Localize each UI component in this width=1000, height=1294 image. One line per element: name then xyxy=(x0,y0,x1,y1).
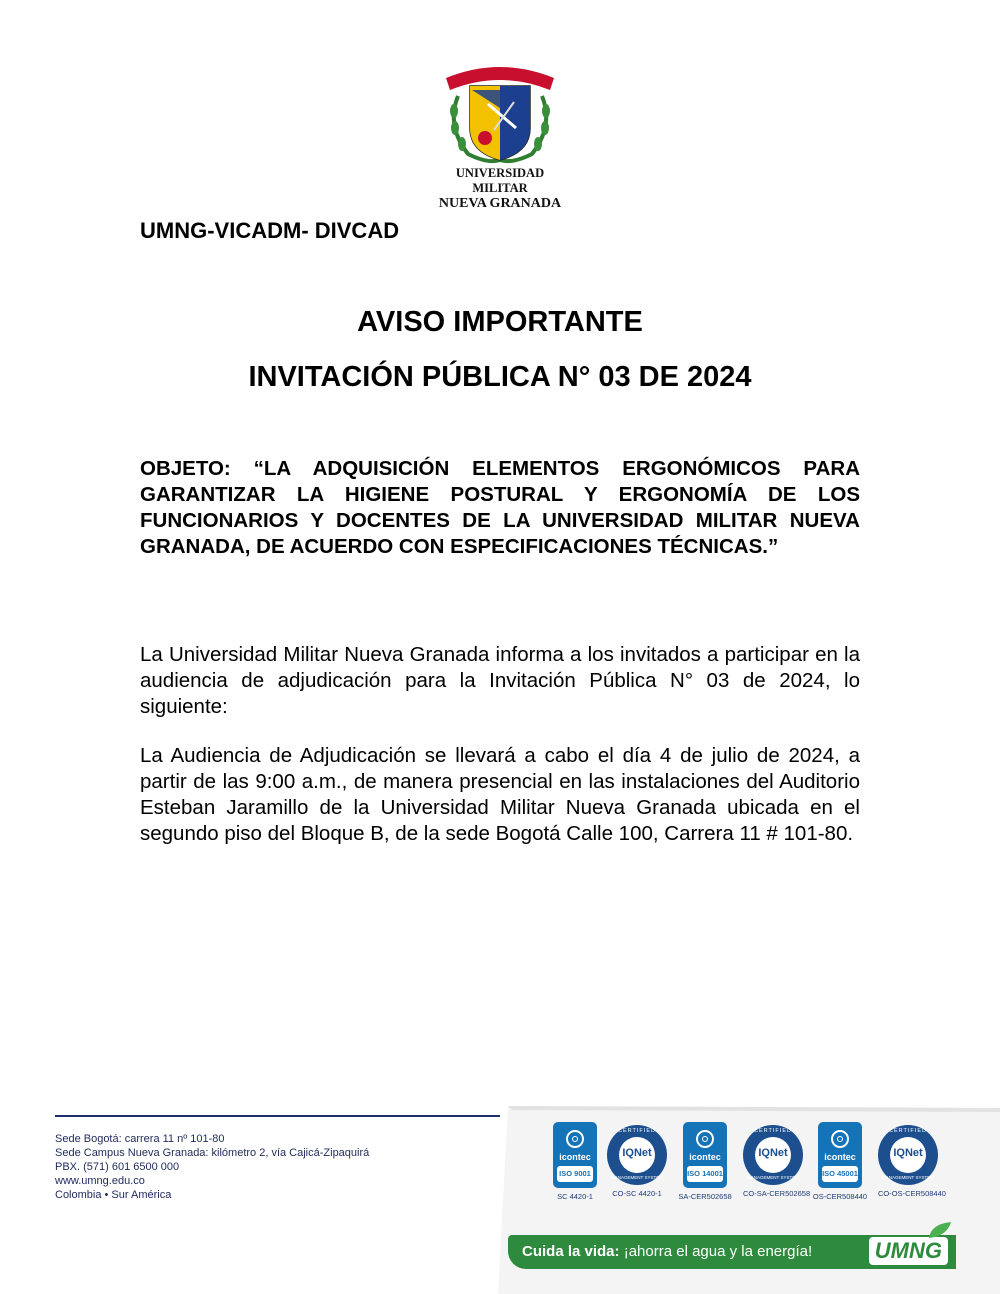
university-name xyxy=(430,166,570,211)
objeto-paragraph: OBJETO: “LA ADQUISICIÓN ELEMENTOS ERGONÓMICOS PARA GARANTIZAR LA HIGIENE POSTURAL Y ERGONOMÍA DE LOS FUNCIONARIOS Y DOCENTES DE LA UNIVERSIDAD MILITAR NUEVA GRANADA, DE ACUERDO CON ESPECIFICACIONES TÉCNICAS.” xyxy=(140,457,860,558)
cert-badge-iqnet-2 xyxy=(743,1122,811,1198)
cert-code: SA-CER502658 xyxy=(678,1192,732,1201)
iqnet-icon: CERTIFIED IQNet MANAGEMENT SYSTEM xyxy=(743,1125,803,1185)
cert-code: CO-OS-CER508440 xyxy=(878,1189,946,1198)
body-paragraph-1: La Universidad Militar Nueva Granada informa a los invitados a participar en la audiencia de adjudicación para la Invitación Pública N° 03 de 2024, lo siguiente: xyxy=(140,643,860,718)
university-name-line2: NUEVA GRANADA xyxy=(438,196,562,211)
leaf-icon xyxy=(925,1220,955,1240)
footer-website[interactable]: www.umng.edu.co xyxy=(55,1175,145,1187)
footer-line: Sede Campus Nueva Granada: kilómetro 2, vía Cajicá-Zipaquirá xyxy=(55,1147,370,1159)
footer-line: Colombia • Sur América xyxy=(55,1189,172,1201)
cert-code: CO-SC 4420-1 xyxy=(612,1189,662,1198)
body-paragraph-2: La Audiencia de Adjudicación se llevará a cabo el día 4 de julio de 2024, a partir de las 9:00 a.m., de manera presencial en las instalaciones del Auditorio Esteban Jaramillo de la Universidad Militar Nueva Granada ubicada en el segundo piso del Bloque B, de la sede Bogotá Calle 100, Carrera 11 # 101-80. xyxy=(140,744,860,845)
cert-badge-iqnet-1 xyxy=(607,1122,667,1198)
footer-divider xyxy=(55,1115,500,1117)
icontec-icon: icontec ISO 14001 xyxy=(683,1122,727,1188)
cert-badge-icontec-9001 xyxy=(545,1122,605,1201)
footer-line: PBX. (571) 601 6500 000 xyxy=(55,1161,180,1173)
icontec-icon: icontec ISO 9001 xyxy=(553,1122,597,1188)
invitation-title: INVITACIÓN PÚBLICA N° 03 DE 2024 xyxy=(248,361,752,393)
slogan-rest: ¡ahorra el agua y la energía! xyxy=(623,1243,813,1260)
notice-title: AVISO IMPORTANTE xyxy=(357,306,643,338)
footer-contact xyxy=(55,1132,369,1202)
cert-code: SC 4420-1 xyxy=(557,1192,593,1201)
iqnet-icon: CERTIFIED IQNet MANAGEMENT SYSTEM xyxy=(878,1125,938,1185)
umng-green-logo: UMNG xyxy=(869,1237,948,1265)
icontec-icon: icontec ISO 45001 xyxy=(818,1122,862,1188)
slogan-text xyxy=(522,1243,812,1260)
cert-code: CO-SA-CER502658 xyxy=(743,1189,811,1198)
document-code: UMNG-VICADM- DIVCAD xyxy=(140,218,400,243)
university-name-line1: UNIVERSIDAD MILITAR xyxy=(455,166,545,195)
footer-line: Sede Bogotá: carrera 11 nº 101-80 xyxy=(55,1133,225,1145)
cert-badge-icontec-14001 xyxy=(675,1122,735,1201)
slogan-banner xyxy=(508,1235,956,1269)
cert-code: OS-CER508440 xyxy=(812,1192,868,1201)
cert-badge-iqnet-3 xyxy=(878,1122,946,1198)
iqnet-icon: CERTIFIED IQNet MANAGEMENT SYSTEM xyxy=(607,1125,667,1185)
certification-badges xyxy=(545,1122,955,1212)
cert-badge-icontec-45001 xyxy=(810,1122,870,1201)
slogan-bold: Cuida la vida: xyxy=(522,1243,620,1260)
